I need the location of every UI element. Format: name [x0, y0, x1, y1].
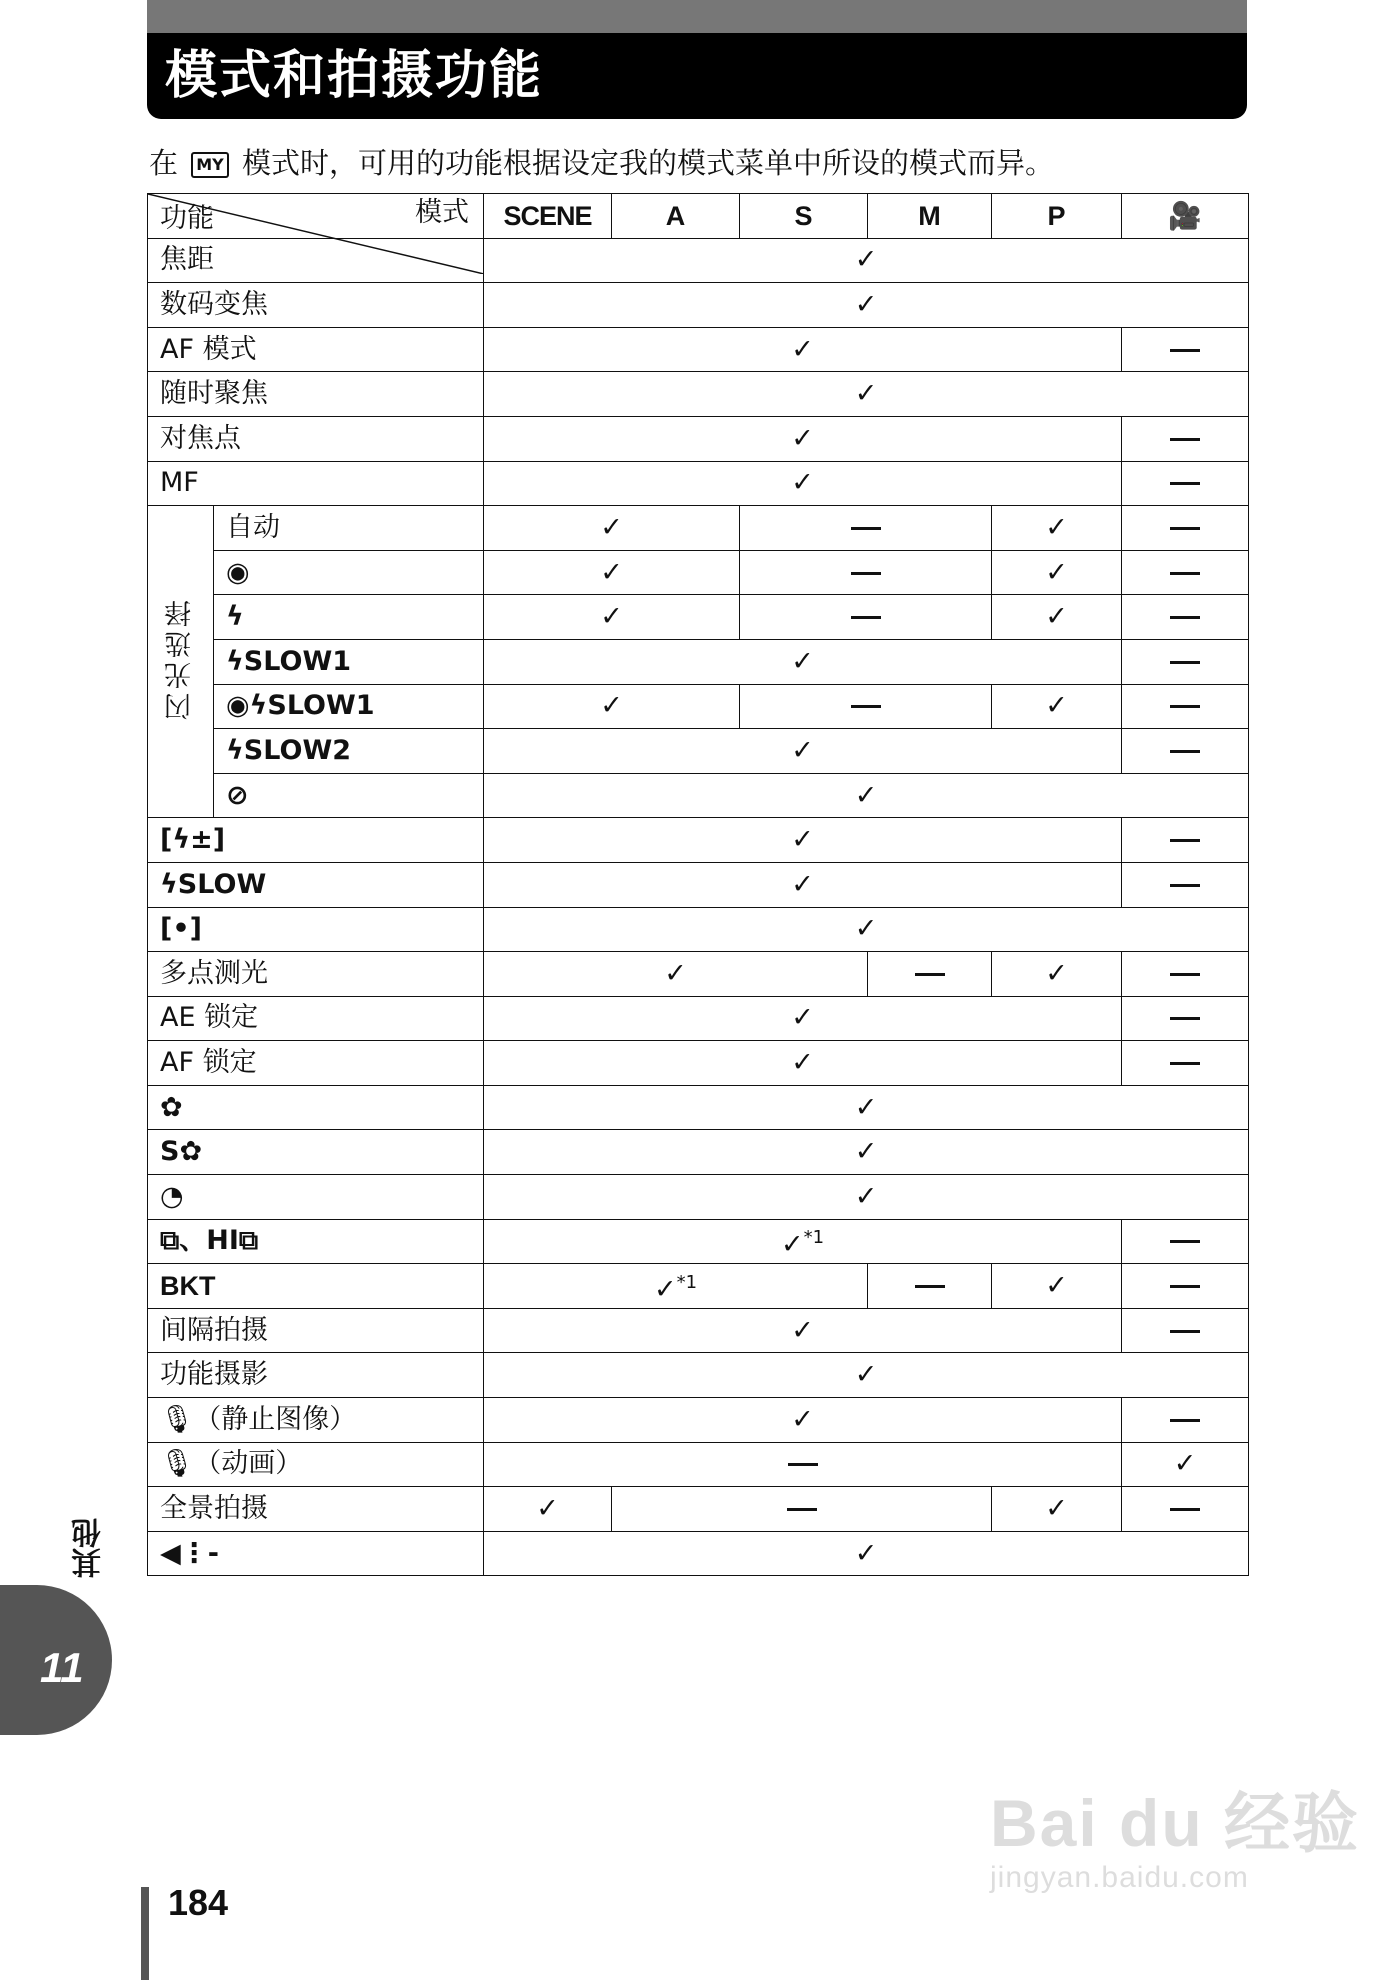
page-title: 模式和拍摄功能: [165, 46, 544, 106]
page-number: 184: [168, 1882, 229, 1923]
row-label: 全景拍摄: [148, 1487, 484, 1532]
check-cell: ✓: [484, 1041, 1122, 1086]
table-row: [148, 1175, 1249, 1220]
table-row: [148, 283, 1249, 328]
dash-cell: [1122, 1264, 1249, 1309]
col-s: S: [740, 194, 868, 239]
check-cell: ✓: [484, 327, 1122, 372]
dash-cell: [1122, 1487, 1249, 1532]
dash-cell: [740, 506, 992, 551]
check-cell: ✓: [484, 283, 1249, 328]
check-cell: ✓: [484, 773, 1249, 818]
row-label: 功能摄影: [148, 1353, 484, 1398]
table-row: [148, 639, 1249, 684]
check-cell: ✓: [992, 1487, 1122, 1532]
check-cell: ✓: [484, 506, 740, 551]
function-label: 功能: [160, 202, 214, 234]
row-label: 数码变焦: [148, 283, 484, 328]
super-macro-icon: S✿: [148, 1130, 484, 1175]
side-section-label: 其他: [72, 1518, 107, 1578]
row-label: AF 模式: [148, 327, 484, 372]
mic-still-label: 🎙（静止图像）: [148, 1398, 484, 1443]
table-row: [148, 506, 1249, 551]
dash-cell: [868, 952, 992, 997]
table-row: [148, 1219, 1249, 1264]
check-cell: ✓: [484, 1353, 1249, 1398]
dash-cell: [1122, 550, 1249, 595]
row-label: 对焦点: [148, 416, 484, 461]
check-cell: ✓: [484, 1308, 1122, 1353]
flash-off-icon: ⊘: [214, 773, 484, 818]
title-bar: [147, 33, 1247, 119]
spot-metering-icon: [•]: [148, 907, 484, 952]
table-row: [148, 461, 1249, 506]
table-row: [148, 416, 1249, 461]
dash-cell: [1122, 327, 1249, 372]
check-cell: ✓: [484, 907, 1249, 952]
check-cell: ✓: [992, 952, 1122, 997]
dash-cell: [1122, 1041, 1249, 1086]
watermark-url: jingyan.baidu.com: [990, 1861, 1249, 1894]
flash-slow2-icon: ϟSLOW2: [214, 729, 484, 774]
check-cell: ✓: [484, 729, 1122, 774]
dash-cell: [612, 1487, 992, 1532]
header-corner: [148, 194, 484, 239]
check-cell: ✓: [484, 1531, 1249, 1576]
table-row: [148, 818, 1249, 863]
table-row: [148, 1308, 1249, 1353]
dash-cell: [1122, 506, 1249, 551]
watermark-logo: Bai du 经验: [990, 1786, 1361, 1860]
check-cell: ✓: [992, 1264, 1122, 1309]
table-row: [148, 1041, 1249, 1086]
table-row: [148, 1487, 1249, 1532]
table-row: [148, 372, 1249, 417]
function-table: [147, 193, 1249, 1576]
dash-cell: [1122, 595, 1249, 640]
check-cell: ✓: [484, 862, 1122, 907]
table-row: [148, 996, 1249, 1041]
table-row: [148, 684, 1249, 729]
dash-cell: [740, 684, 992, 729]
check-cell: ✓: [992, 506, 1122, 551]
check-cell: ✓: [484, 1130, 1249, 1175]
row-label: 随时聚焦: [148, 372, 484, 417]
col-a: A: [612, 194, 740, 239]
dash-cell: [1122, 1308, 1249, 1353]
dash-cell: [868, 1264, 992, 1309]
table-row: [148, 327, 1249, 372]
dash-cell: [740, 550, 992, 595]
chapter-number: 11: [40, 1644, 84, 1691]
col-movie-icon: 🎥: [1122, 194, 1249, 239]
check-cell: ✓: [484, 1487, 612, 1532]
table-row: [148, 952, 1249, 997]
row-label: AE 锁定: [148, 996, 484, 1041]
check-cell: ✓: [484, 1085, 1249, 1130]
flash-icon: ϟ: [214, 595, 484, 640]
table-row: [148, 1264, 1249, 1309]
table-row: [148, 862, 1249, 907]
dash-cell: [1122, 684, 1249, 729]
check-note-cell: ✓$^{*1}$: [484, 1264, 868, 1309]
dash-cell: [740, 595, 992, 640]
dash-cell: [1122, 952, 1249, 997]
dash-cell: [1122, 818, 1249, 863]
check-cell: ✓: [484, 1398, 1122, 1443]
noise-reduction-icon: ◀⋮-: [148, 1531, 484, 1576]
dash-cell: [1122, 416, 1249, 461]
check-cell: ✓: [484, 1175, 1249, 1220]
table-row: [148, 1130, 1249, 1175]
check-note-cell: ✓$^{*1}$: [484, 1219, 1122, 1264]
check-cell: ✓: [484, 818, 1122, 863]
row-label: 间隔拍摄: [148, 1308, 484, 1353]
dash-cell: [1122, 1219, 1249, 1264]
row-label: AF 锁定: [148, 1041, 484, 1086]
check-cell: ✓: [484, 684, 740, 729]
dash-cell: [1122, 461, 1249, 506]
dash-cell: [1122, 729, 1249, 774]
table-row: [148, 550, 1249, 595]
check-cell: ✓: [484, 416, 1122, 461]
table-row: [148, 1085, 1249, 1130]
table-row: [148, 773, 1249, 818]
check-cell: ✓: [484, 238, 1249, 283]
watermark: [990, 1770, 1360, 1895]
check-cell: ✓: [484, 952, 868, 997]
mic-movie-label: 🎙（动画）: [148, 1442, 484, 1487]
redeye-slow1-icon: ◉ϟSLOW1: [214, 684, 484, 729]
top-bar: [147, 0, 1247, 35]
col-scene: SCENE: [484, 194, 612, 239]
row-label: 自动: [214, 506, 484, 551]
table-row: [148, 729, 1249, 774]
table-row: [148, 1353, 1249, 1398]
dash-cell: [1122, 1398, 1249, 1443]
table-row: [148, 595, 1249, 640]
dash-cell: [1122, 862, 1249, 907]
check-cell: ✓: [992, 684, 1122, 729]
table-row: [148, 907, 1249, 952]
dash-cell: [484, 1442, 1122, 1487]
row-label: MF: [148, 461, 484, 506]
table-row: [148, 1398, 1249, 1443]
row-label: 多点测光: [148, 952, 484, 997]
check-cell: ✓: [484, 595, 740, 640]
sequential-shooting-icon: ⧉、HI⧉: [148, 1219, 484, 1264]
row-label: BKT: [148, 1264, 484, 1309]
page-bar: [141, 1887, 149, 1980]
check-cell: ✓: [1122, 1442, 1249, 1487]
self-timer-icon: ◔: [148, 1175, 484, 1220]
dash-cell: [1122, 639, 1249, 684]
check-cell: ✓: [992, 550, 1122, 595]
my-mode-icon: MY: [191, 152, 229, 178]
col-p: P: [992, 194, 1122, 239]
intro-text: 在 MY 模式时，可用的功能根据设定我的模式菜单中所设的模式而异。: [149, 146, 1054, 180]
col-m: M: [868, 194, 992, 239]
row-label: 焦距: [148, 238, 484, 283]
check-cell: ✓: [484, 372, 1249, 417]
check-cell: ✓: [484, 639, 1122, 684]
table-row: [148, 1442, 1249, 1487]
redeye-icon: ◉: [214, 550, 484, 595]
mode-label: 模式: [415, 197, 469, 228]
macro-icon: ✿: [148, 1085, 484, 1130]
check-cell: ✓: [484, 461, 1122, 506]
dash-cell: [1122, 996, 1249, 1041]
flash-group-label: 闪光选择: [148, 506, 214, 818]
table-row: [148, 1531, 1249, 1576]
check-cell: ✓: [484, 996, 1122, 1041]
flash-slow-icon: ϟSLOW: [148, 862, 484, 907]
flash-slow1-icon: ϟSLOW1: [214, 639, 484, 684]
check-cell: ✓: [992, 595, 1122, 640]
flash-compensation-icon: [ϟ±]: [148, 818, 484, 863]
check-cell: ✓: [484, 550, 740, 595]
